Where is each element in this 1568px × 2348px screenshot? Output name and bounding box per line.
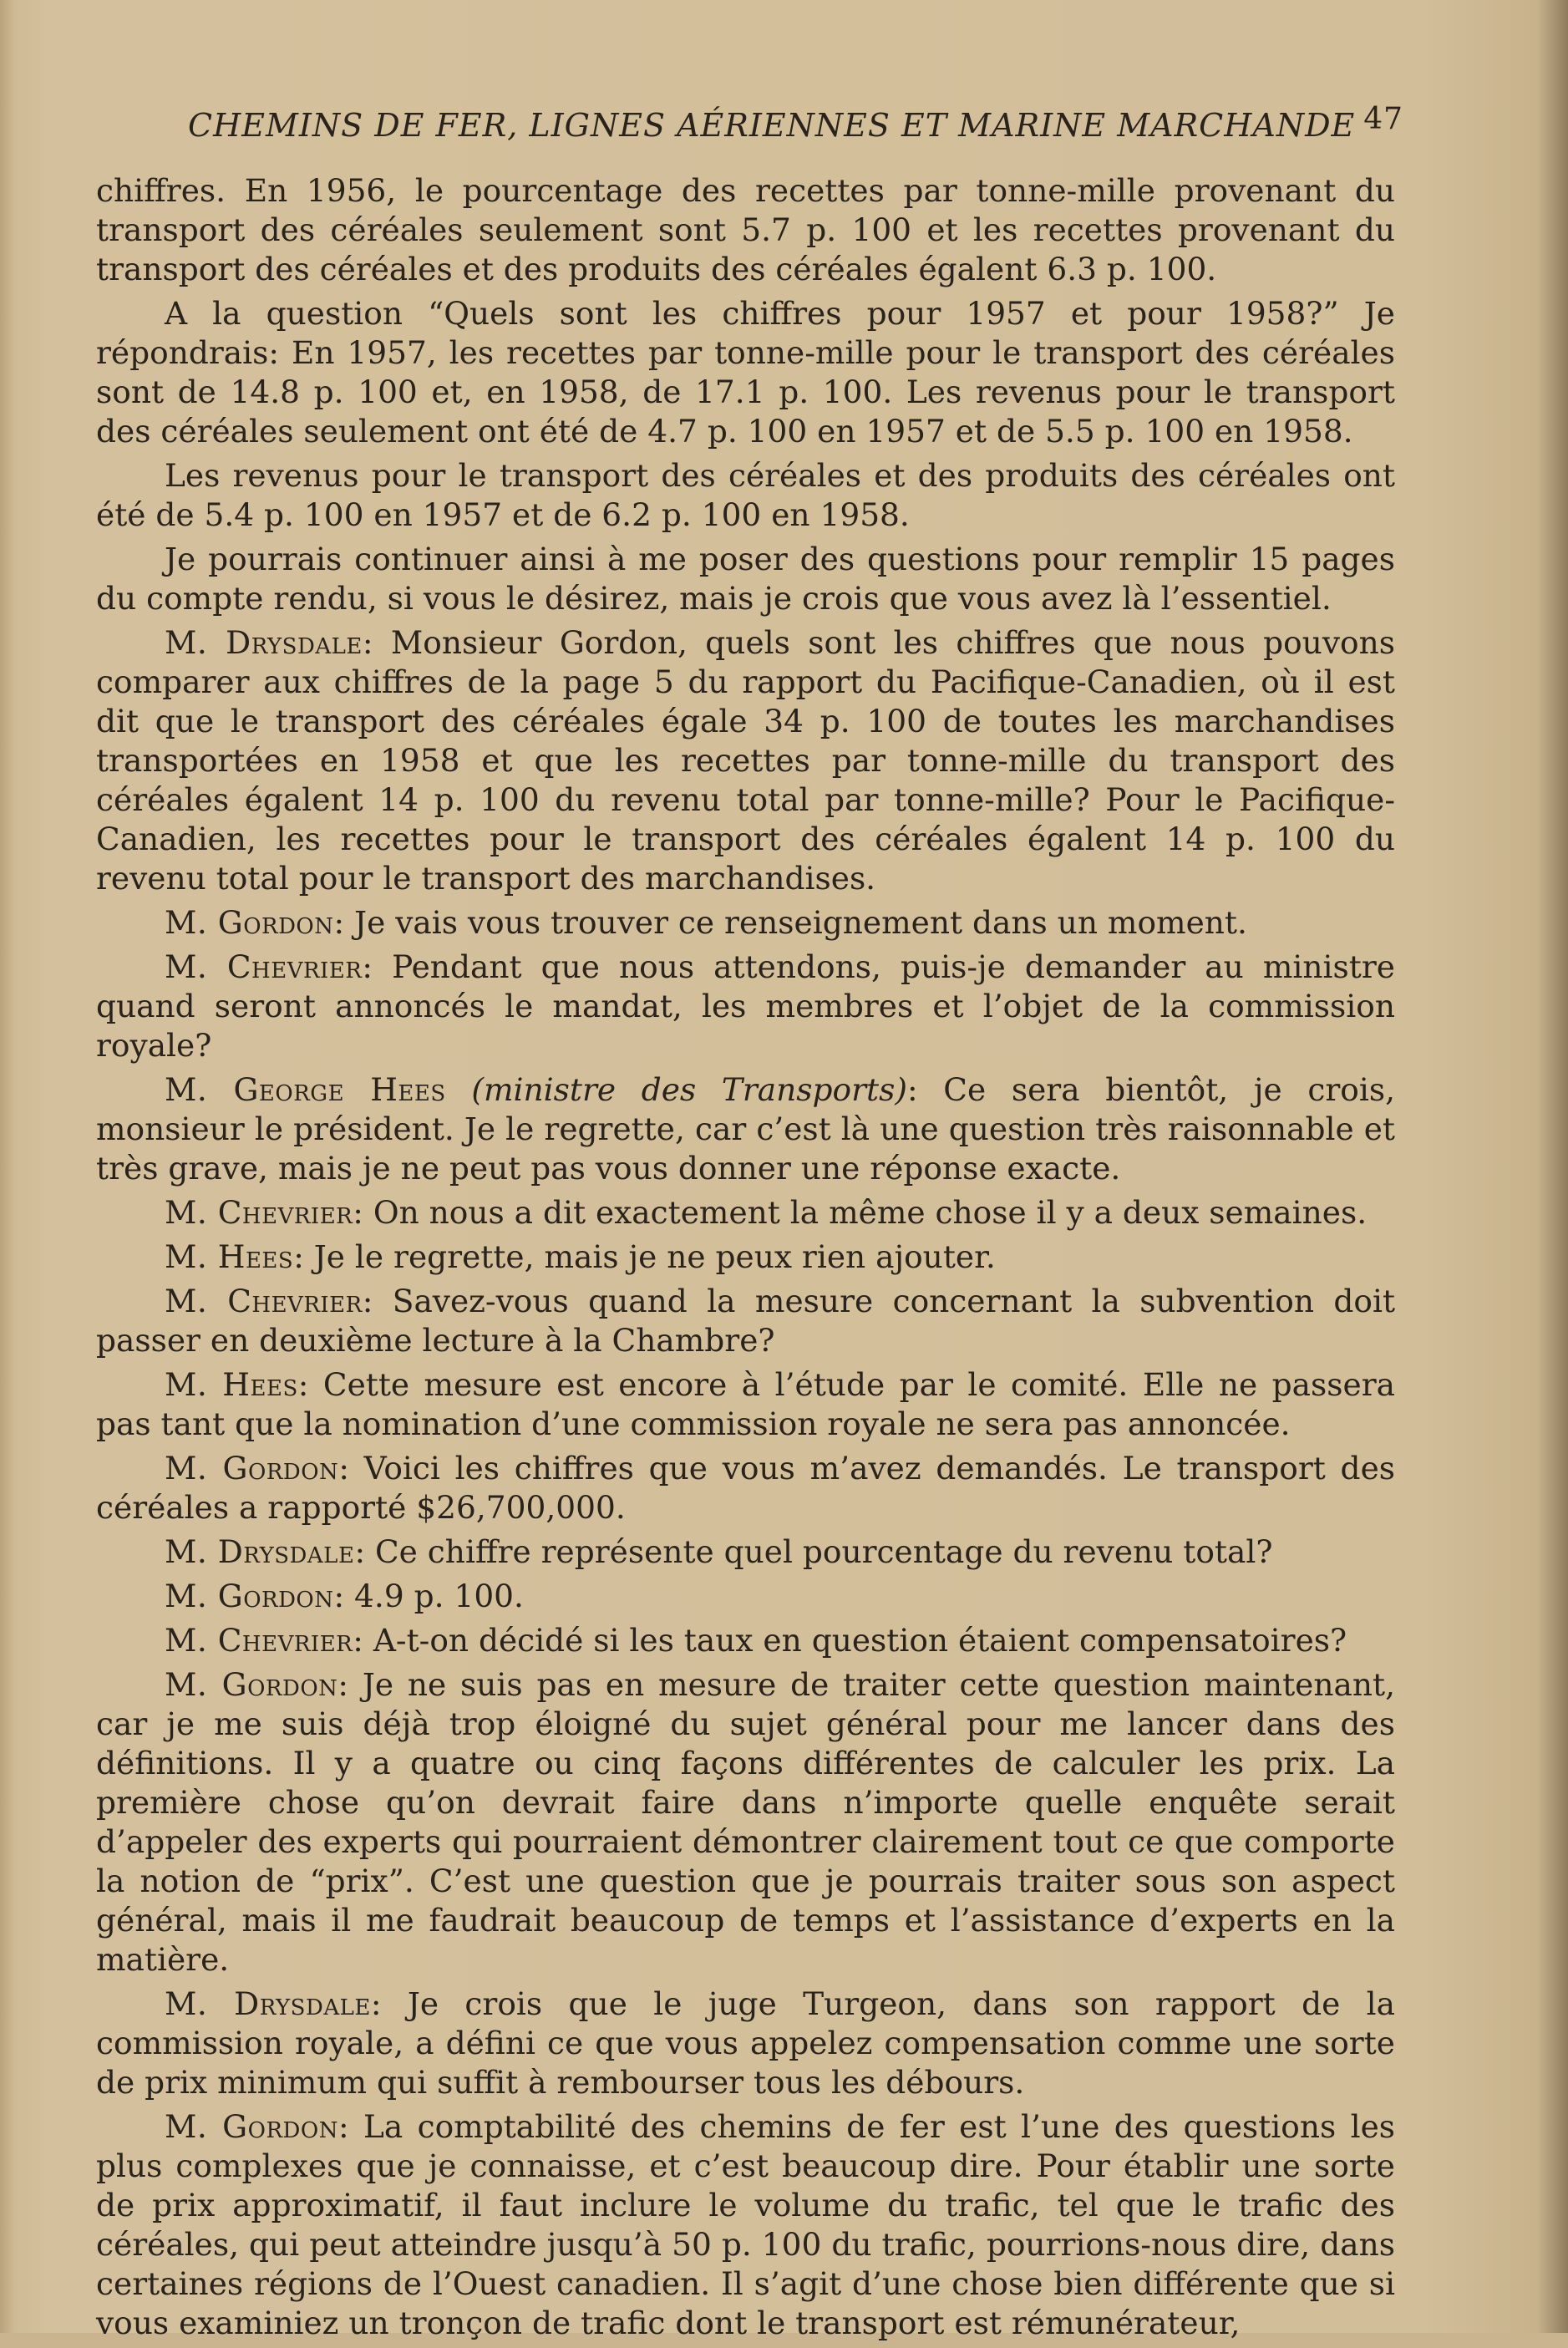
paragraph-text: : Cette mesure est encore à l’étude par le comité. Elle ne passera pas tant que la nomination d’une commission royale ne sera pas annoncée. [96,1366,1395,1442]
paragraph [96,171,1395,289]
paragraph [96,1449,1395,1527]
paragraph [96,903,1395,943]
paragraph [96,1985,1395,2102]
speaker-role: (ministre des Transports) [471,1071,908,1108]
speaker-name: M. Chevrier [165,1622,353,1659]
paragraph-text: A la question “Quels sont les chiffres pour 1957 et pour 1958?” Je répondrais: En 1957, les recettes par tonne-mille pour le transport des céréales sont de 14.8 p. 100 et, en 1958, de 17.1 p. 100. Les revenus pour le transport des céréales seulement ont été de 4.7 p. 100 en 1957 et de 5.5 p. 100 en 1958. [96,295,1395,450]
paragraph-text: : Je crois que le juge Turgeon, dans son rapport de la commission royale, a défini ce que vous appelez compensation comme une sorte de prix minimum qui suffit à rembourser tous les débours. [96,1985,1395,2101]
paragraph-text: : Savez-vous quand la mesure concernant la subvention doit passer en deuxième lecture à la Chambre? [96,1283,1396,1359]
paragraph-text: : Je le regrette, mais je ne peux rien ajouter. [293,1238,996,1275]
speaker-name: M. George Hees [165,1071,446,1108]
paragraph-text: : Monsieur Gordon, quels sont les chiffres que nous pouvons comparer aux chiffres de la page 5 du rapport du Pacifique-Canadien, où il est dit que le transport des céréales égale 34 p. 100 de toutes les marchandises transportées en 1958 et que les recettes par tonne-mille du transport des céréales égalent 14 p. 100 du revenu total par tonne-mille? Pour le Pacifique-Canadien, les recettes pour le transport des céréales égalent 14 p. 100 du revenu total pour le transport des marchandises. [96,624,1395,897]
speaker-name: M. Gordon [165,2108,338,2145]
paragraph [96,456,1395,535]
paragraph [96,1238,1395,1277]
paragraph-text: : 4.9 p. 100. [333,1578,524,1614]
paragraph-text: : La comptabilité des chemins de fer est l’une des questions les plus complexes que je connaisse, et c’est beaucoup dire. Pour établir une sorte de prix approximatif, il faut inclure le volume du trafic, tel que le trafic des céréales, qui peut atteindre jusqu’à 50 p. 100 du trafic, pourrions-nous dire, dans certaines régions de l’Ouest canadien. Il s’agit d’une chose bien différente que si vous examiniez un tronçon de trafic dont le transport est rémunérateur, [96,2108,1396,2341]
speaker-name: M. Drysdale [165,1533,355,1570]
running-title: CHEMINS DE FER, LIGNES AÉRIENNES ET MARINE MARCHANDE [188,107,1356,144]
paragraph-text: : Ce sera bientôt, je crois, monsieur le président. Je le regrette, car c’est là une question très raisonnable et très grave, mais je ne peut pas vous donner une réponse exacte. [96,1071,1395,1187]
paragraph-text: Les revenus pour le transport des céréales et des produits des céréales ont été de 5.4 p. 100 en 1957 et de 6.2 p. 100 en 1958. [96,457,1395,533]
speaker-name: M. Chevrier [165,1283,363,1319]
speaker-name: M. Drysdale [165,1985,371,2022]
paragraph-text: : Pendant que nous attendons, puis-je demander au ministre quand seront annoncés le mandat, les membres et l’objet de la commission royale? [96,948,1395,1064]
paragraph [96,1665,1395,1980]
paragraph [96,1577,1395,1616]
speaker-name: M. Gordon [165,904,334,941]
paragraph [96,1282,1395,1360]
paragraph [96,1070,1395,1188]
paragraph [96,623,1395,898]
paragraph-text: : Je vais vous trouver ce renseignement dans un moment. [333,904,1247,941]
paragraph [96,1365,1395,1444]
page-number: 47 [1363,102,1403,136]
speaker-name: M. Hees [165,1366,298,1403]
speaker-name: M. Drysdale [165,624,363,661]
speaker-name: M. Gordon [165,1666,338,1703]
paragraph [96,540,1395,618]
speaker-name: M. Chevrier [165,948,363,985]
paragraph-text: : Ce chiffre représente quel pourcentage du revenu total? [354,1533,1273,1570]
paragraph [96,1621,1395,1660]
paragraph [96,1193,1395,1232]
body-text [96,171,1395,2348]
paragraph-text: chiffres. En 1956, le pourcentage des recettes par tonne-mille provenant du transport des céréales seulement sont 5.7 p. 100 et les recettes provenant du transport des céréales et des produits des céréales égalent 6.3 p. 100. [96,172,1395,287]
paragraph [96,2107,1395,2343]
paragraph-text: : Voici les chiffres que vous m’avez demandés. Le transport des céréales a rapporté $26,700,000. [96,1450,1396,1526]
paragraph [96,1532,1395,1572]
running-header [188,102,1403,157]
speaker-name: M. Chevrier [165,1194,353,1231]
speaker-name: M. Gordon [165,1578,334,1614]
paragraph [96,294,1395,451]
speaker-name: M. Gordon [165,1450,339,1487]
speaker-name: M. Hees [165,1238,294,1275]
paragraph-text: : Je ne suis pas en mesure de traiter cette question maintenant, car je me suis déjà trop éloigné du sujet général pour me lancer dans des définitions. Il y a quatre ou cinq façons différentes de calculer les prix. La première chose qu’on devrait faire dans n’importe quelle enquête serait d’appeler des experts qui pourraient démontrer clairement tout ce que comporte la notion de “prix”. C’est une question que je pourrais traiter sous son aspect général, mais il me faudrait beaucoup de temps et l’assistance d’experts en la matière. [96,1666,1395,1978]
paragraph-text: : On nous a dit exactement la même chose il y a deux semaines. [353,1194,1368,1231]
paragraph-text: : A-t-on décidé si les taux en question étaient compensatoires? [353,1622,1347,1659]
paragraph-text: Je pourrais continuer ainsi à me poser des questions pour remplir 15 pages du compte rendu, si vous le désirez, mais je crois que vous avez là l’essentiel. [96,541,1395,617]
paragraph [96,948,1395,1065]
